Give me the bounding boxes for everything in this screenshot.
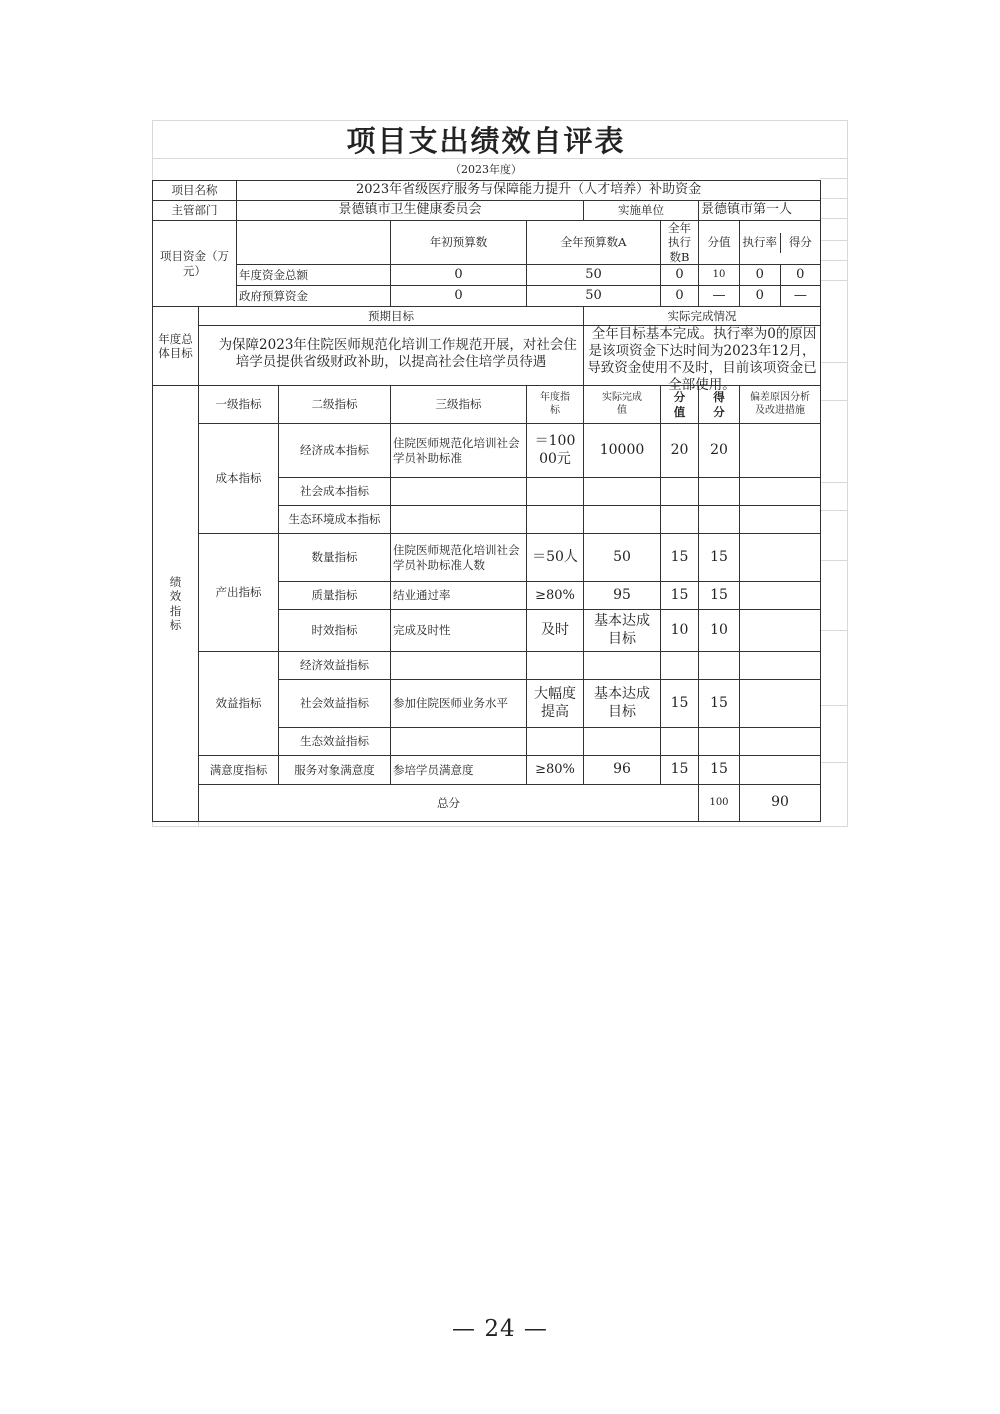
- actual-cell: [584, 506, 661, 534]
- header-actual: [584, 386, 661, 424]
- actual-cell: [584, 652, 661, 680]
- indicators-label: [153, 386, 199, 822]
- header-remark-text: 偏差原因分析及改进措施: [750, 392, 811, 416]
- remark-cell: [740, 424, 821, 478]
- table-row: [153, 534, 821, 582]
- l3-cell: 住院医师规范化培训社会学员补助标准: [391, 424, 527, 478]
- actual-cell: [584, 610, 661, 652]
- funds-header-executed: 全年执行数B: [661, 221, 699, 265]
- header-l3: 三级指标: [391, 386, 527, 424]
- remark-cell: [740, 652, 821, 680]
- total-label: 总分: [199, 785, 699, 822]
- l2-cell: 生态效益指标: [279, 728, 391, 756]
- actual-cell: [584, 478, 661, 506]
- actual-cell: [584, 728, 661, 756]
- target-cell: [527, 478, 584, 506]
- goal-actual-cell: [584, 326, 821, 393]
- l3-cell: [391, 728, 527, 756]
- funds-total-rate: 0: [740, 265, 781, 285]
- goal-expected-text: 为保障2023年住院医师规范化培训工作规范开展，对社会住培学员提供省级财政补助，以提高社会住培学员待遇: [218, 336, 577, 370]
- score-cell: 15: [699, 582, 740, 610]
- year-note: （2023年度）: [450, 163, 522, 176]
- implementing-unit-label: 实施单位: [584, 201, 699, 221]
- l1-output: 产出指标: [199, 534, 279, 652]
- total-row: [153, 785, 821, 822]
- actual-cell: 50: [584, 534, 661, 582]
- remark-cell: [740, 506, 821, 534]
- l2-cell: 服务对象满意度: [279, 756, 391, 785]
- goal-expected-header: 预期目标: [199, 307, 584, 326]
- funds-gov-label: 政府预算资金: [237, 286, 391, 307]
- value-cell: 15: [661, 534, 699, 582]
- value-cell: [661, 652, 699, 680]
- value-cell: 15: [661, 756, 699, 785]
- score-cell: 15: [699, 680, 740, 728]
- funds-total-cell: [740, 265, 821, 286]
- header-target: [527, 386, 584, 424]
- l1-cost: 成本指标: [199, 424, 279, 534]
- department-row: [153, 201, 821, 221]
- actual-cell: 95: [584, 582, 661, 610]
- target-cell: ≥80%: [527, 582, 584, 610]
- header-actual-text: 实际完成值: [602, 392, 642, 416]
- score-cell: 15: [699, 756, 740, 785]
- target-cell: 及时: [527, 610, 584, 652]
- l3-cell: 参加住院医师业务水平: [391, 680, 527, 728]
- funds-gov-row: [153, 286, 821, 307]
- funds-gov-executed: 0: [661, 286, 699, 307]
- value-cell: [661, 728, 699, 756]
- value-cell: [661, 506, 699, 534]
- actual-cell: [584, 680, 661, 728]
- value-cell: 20: [661, 424, 699, 478]
- remark-cell: [740, 756, 821, 785]
- indicator-header-row: [153, 386, 821, 424]
- project-name-row: [153, 181, 821, 201]
- header-remark: [740, 386, 821, 424]
- remark-cell: [740, 680, 821, 728]
- l3-cell: [391, 652, 527, 680]
- funds-header-cell: [740, 221, 821, 265]
- l2-cell: 经济效益指标: [279, 652, 391, 680]
- funds-total-executed: 0: [661, 265, 699, 286]
- l3-cell: 结业通过率: [391, 582, 527, 610]
- value-cell: 10: [661, 610, 699, 652]
- page-number: — 24 —: [452, 1316, 548, 1342]
- target-text: 大幅度提高: [533, 686, 576, 720]
- score-cell: [699, 506, 740, 534]
- score-cell: 10: [699, 610, 740, 652]
- target-cell: [527, 506, 584, 534]
- target-cell: ＝50人: [527, 534, 584, 582]
- score-cell: [699, 652, 740, 680]
- header-score-text: 得分: [713, 390, 725, 419]
- l2-cell: 质量指标: [279, 582, 391, 610]
- form-title: 项目支出绩效自评表: [346, 123, 626, 158]
- goal-header-row: [153, 307, 821, 326]
- department-value: 景德镇市卫生健康委员会: [237, 201, 584, 221]
- target-text: ＝10000元: [534, 433, 576, 467]
- value-cell: 15: [661, 680, 699, 728]
- actual-cell: 96: [584, 756, 661, 785]
- funds-gov-annual: 50: [527, 286, 661, 307]
- funds-gov-cell: [740, 286, 821, 307]
- department-label: 主管部门: [153, 201, 237, 221]
- l3-cell: [391, 506, 527, 534]
- indicators-label-text: 绩效指标: [169, 574, 182, 632]
- target-cell: [527, 680, 584, 728]
- l2-cell: 社会成本指标: [279, 478, 391, 506]
- goal-actual-text: 全年目标基本完成。执行率为0的原因是该项资金下达时间为2023年12月，导致资金使用不及时，目前该项资金已全部使用。: [587, 326, 817, 393]
- funds-total-label: 年度资金总额: [237, 265, 391, 286]
- header-score-value-text: 分值: [673, 390, 686, 419]
- score-cell: [699, 478, 740, 506]
- target-cell: [527, 424, 584, 478]
- funds-total-annual: 50: [527, 265, 661, 286]
- funds-header-initial: 年初预算数: [391, 221, 527, 265]
- header-l1: 一级指标: [199, 386, 279, 424]
- remark-cell: [740, 610, 821, 652]
- remark-cell: [740, 534, 821, 582]
- l1-benefit: 效益指标: [199, 652, 279, 756]
- evaluation-table: [152, 180, 821, 822]
- funds-total-score: 0: [796, 267, 805, 282]
- l2-cell: 数量指标: [279, 534, 391, 582]
- actual-text: 基本达成目标: [593, 686, 650, 720]
- funds-gov-rate: 0: [740, 286, 781, 306]
- score-cell: [699, 728, 740, 756]
- goal-actual-header: 实际完成情况: [584, 307, 821, 326]
- funds-header-score: 得分: [788, 235, 812, 250]
- l2-cell: 生态环境成本指标: [279, 506, 391, 534]
- l3-cell: 参培学员满意度: [391, 756, 527, 785]
- l2-cell: 时效指标: [279, 610, 391, 652]
- score-cell: 20: [699, 424, 740, 478]
- header-target-text: 年度指标: [540, 392, 570, 416]
- funds-header-rate: 执行率: [740, 233, 781, 253]
- target-cell: [527, 652, 584, 680]
- project-name-value: 2023年省级医疗服务与保障能力提升（人才培养）补助资金: [237, 181, 821, 201]
- target-cell: ≥80%: [527, 756, 584, 785]
- table-row: [153, 424, 821, 478]
- funds-header-row: [153, 221, 821, 265]
- remark-cell: [740, 728, 821, 756]
- goal-text-row: [153, 326, 821, 386]
- value-cell: 15: [661, 582, 699, 610]
- remark-cell: [740, 582, 821, 610]
- goal-expected-cell: [199, 326, 584, 386]
- value-cell: [661, 478, 699, 506]
- l1-satisfaction: 满意度指标: [199, 756, 279, 785]
- funds-total-row: [153, 265, 821, 286]
- actual-text: 基本达成目标: [593, 613, 650, 647]
- actual-cell: 10000: [584, 424, 661, 478]
- funds-header-value: 分值: [699, 221, 740, 265]
- funds-header-blank: [237, 221, 391, 265]
- header-l2: 二级指标: [279, 386, 391, 424]
- total-score: 90: [740, 785, 821, 822]
- l3-cell: 住院医师规范化培训社会学员补助标准人数: [391, 534, 527, 582]
- total-value: 100: [699, 785, 740, 822]
- funds-label: 项目资金（万元）: [153, 221, 237, 307]
- funds-gov-score: —: [793, 288, 807, 303]
- score-cell: 15: [699, 534, 740, 582]
- l3-cell: [391, 478, 527, 506]
- funds-gov-value: —: [699, 286, 740, 307]
- table-row: [153, 756, 821, 785]
- funds-gov-initial: 0: [391, 286, 527, 307]
- implementing-unit-value: 景德镇市第一人: [699, 201, 821, 221]
- l2-cell: 经济成本指标: [279, 424, 391, 478]
- funds-total-value: 10: [699, 265, 740, 286]
- l3-cell: 完成及时性: [391, 610, 527, 652]
- target-cell: [527, 728, 584, 756]
- table-row: [153, 652, 821, 680]
- funds-header-annual: 全年预算数A: [527, 221, 661, 265]
- remark-cell: [740, 478, 821, 506]
- project-name-label: 项目名称: [153, 181, 237, 201]
- funds-total-initial: 0: [391, 265, 527, 286]
- goal-label: 年度总体目标: [153, 307, 199, 386]
- l2-cell: 社会效益指标: [279, 680, 391, 728]
